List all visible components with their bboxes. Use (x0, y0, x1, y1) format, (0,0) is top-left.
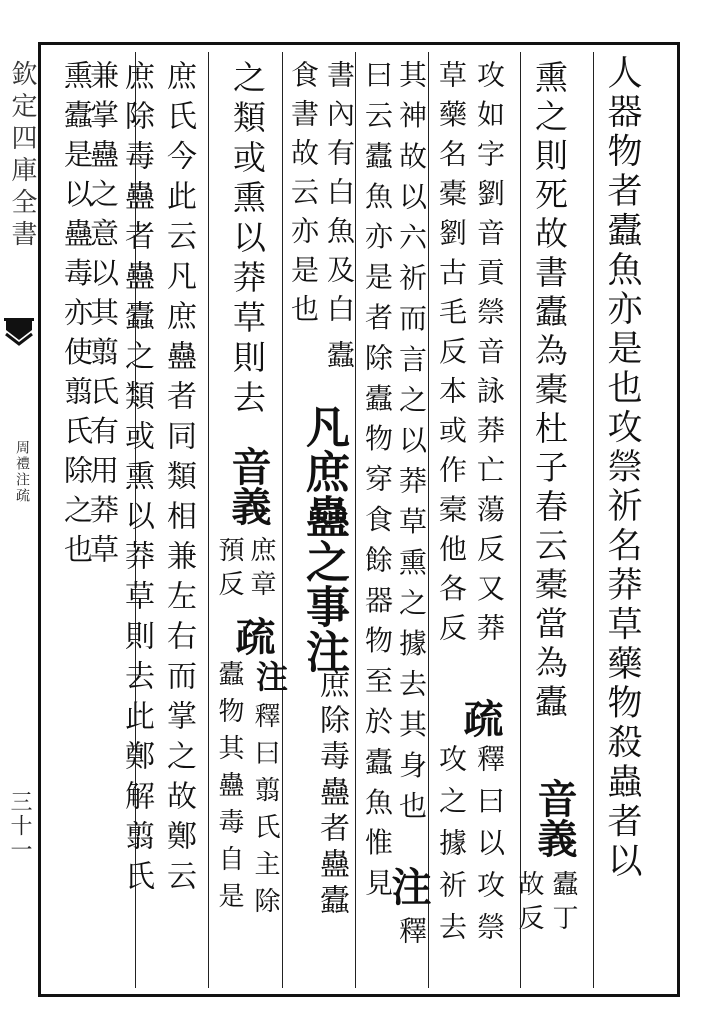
zhu-heading: 注 (385, 866, 432, 906)
text-note: 釋 (395, 916, 428, 946)
text-column: 攻之據祈去 (435, 744, 468, 954)
text-note: 蠹丁 (548, 870, 578, 938)
text-column: 蠹物其蠱毒自是 (214, 660, 244, 919)
column-divider (520, 52, 521, 988)
text-column: 之類或熏以莽草則去 (228, 60, 267, 420)
text-note: 蠹 (323, 340, 356, 370)
shu-heading: 疏 (457, 698, 504, 738)
column-divider (282, 52, 283, 988)
fish-tail-ornament (4, 318, 34, 354)
column-divider (428, 52, 429, 988)
column-divider (208, 52, 209, 988)
shu-heading: 疏 (229, 616, 276, 656)
text-column: 庶氏今此云凡庶蠱者同類相兼左右而掌之故鄭云 (161, 60, 196, 900)
text-note: 庶章 (246, 536, 276, 604)
text-column: 釋曰翦氏主除 (250, 702, 280, 924)
text-column: 攻如字劉音貢禜音詠莽亡蕩反又莽 (473, 60, 506, 653)
text-column: 書內有白魚及白 (323, 60, 356, 333)
text-column: 人器物者蠹魚亦是也攻禜祈名莽草藥物殺蟲者以 (602, 54, 642, 882)
collection-title: 欽定四庫全書 (7, 60, 37, 252)
text-column: 草藥名橐劉古毛反本或作槖他各反 (435, 60, 468, 653)
text-column: 庶除毒蠱者蠱蠹之類或熏以莽草則去此鄭解翦氏 (119, 60, 154, 900)
yinyi-heading: 音義 (531, 778, 578, 858)
text-column: 食書故云亦是也 (287, 60, 320, 333)
text-note: 故反 (514, 870, 544, 938)
text-column: 兼掌蠱之意以其翦氏有用莽草 (86, 60, 120, 574)
text-column: 熏之則死故書蠹為橐杜子春云橐當為蠹 (530, 60, 569, 723)
fanshu-heading: 凡庶蠱之事注 (298, 404, 349, 674)
book-title: 周禮注疏 (14, 440, 30, 504)
page-number: 三十一 (7, 790, 32, 862)
zhu-heading: 注 (251, 660, 289, 692)
text-column: 庶除毒蠱者蠱蠹 (314, 668, 349, 920)
text-column: 熏蠹是以蠱毒亦使翦氏除之也 (60, 60, 94, 574)
column-divider (593, 52, 594, 988)
text-column: 曰云蠹魚亦是者除蠹物穿食餘器物至於蠹魚惟見 (361, 60, 394, 909)
text-column: 其神故以六祈而言之以莽草熏之據去其身也 (395, 60, 428, 832)
text-note: 預反 (214, 536, 244, 604)
text-column: 釋曰以攻禜 (473, 744, 506, 954)
yinyi-heading: 音義 (225, 446, 272, 526)
